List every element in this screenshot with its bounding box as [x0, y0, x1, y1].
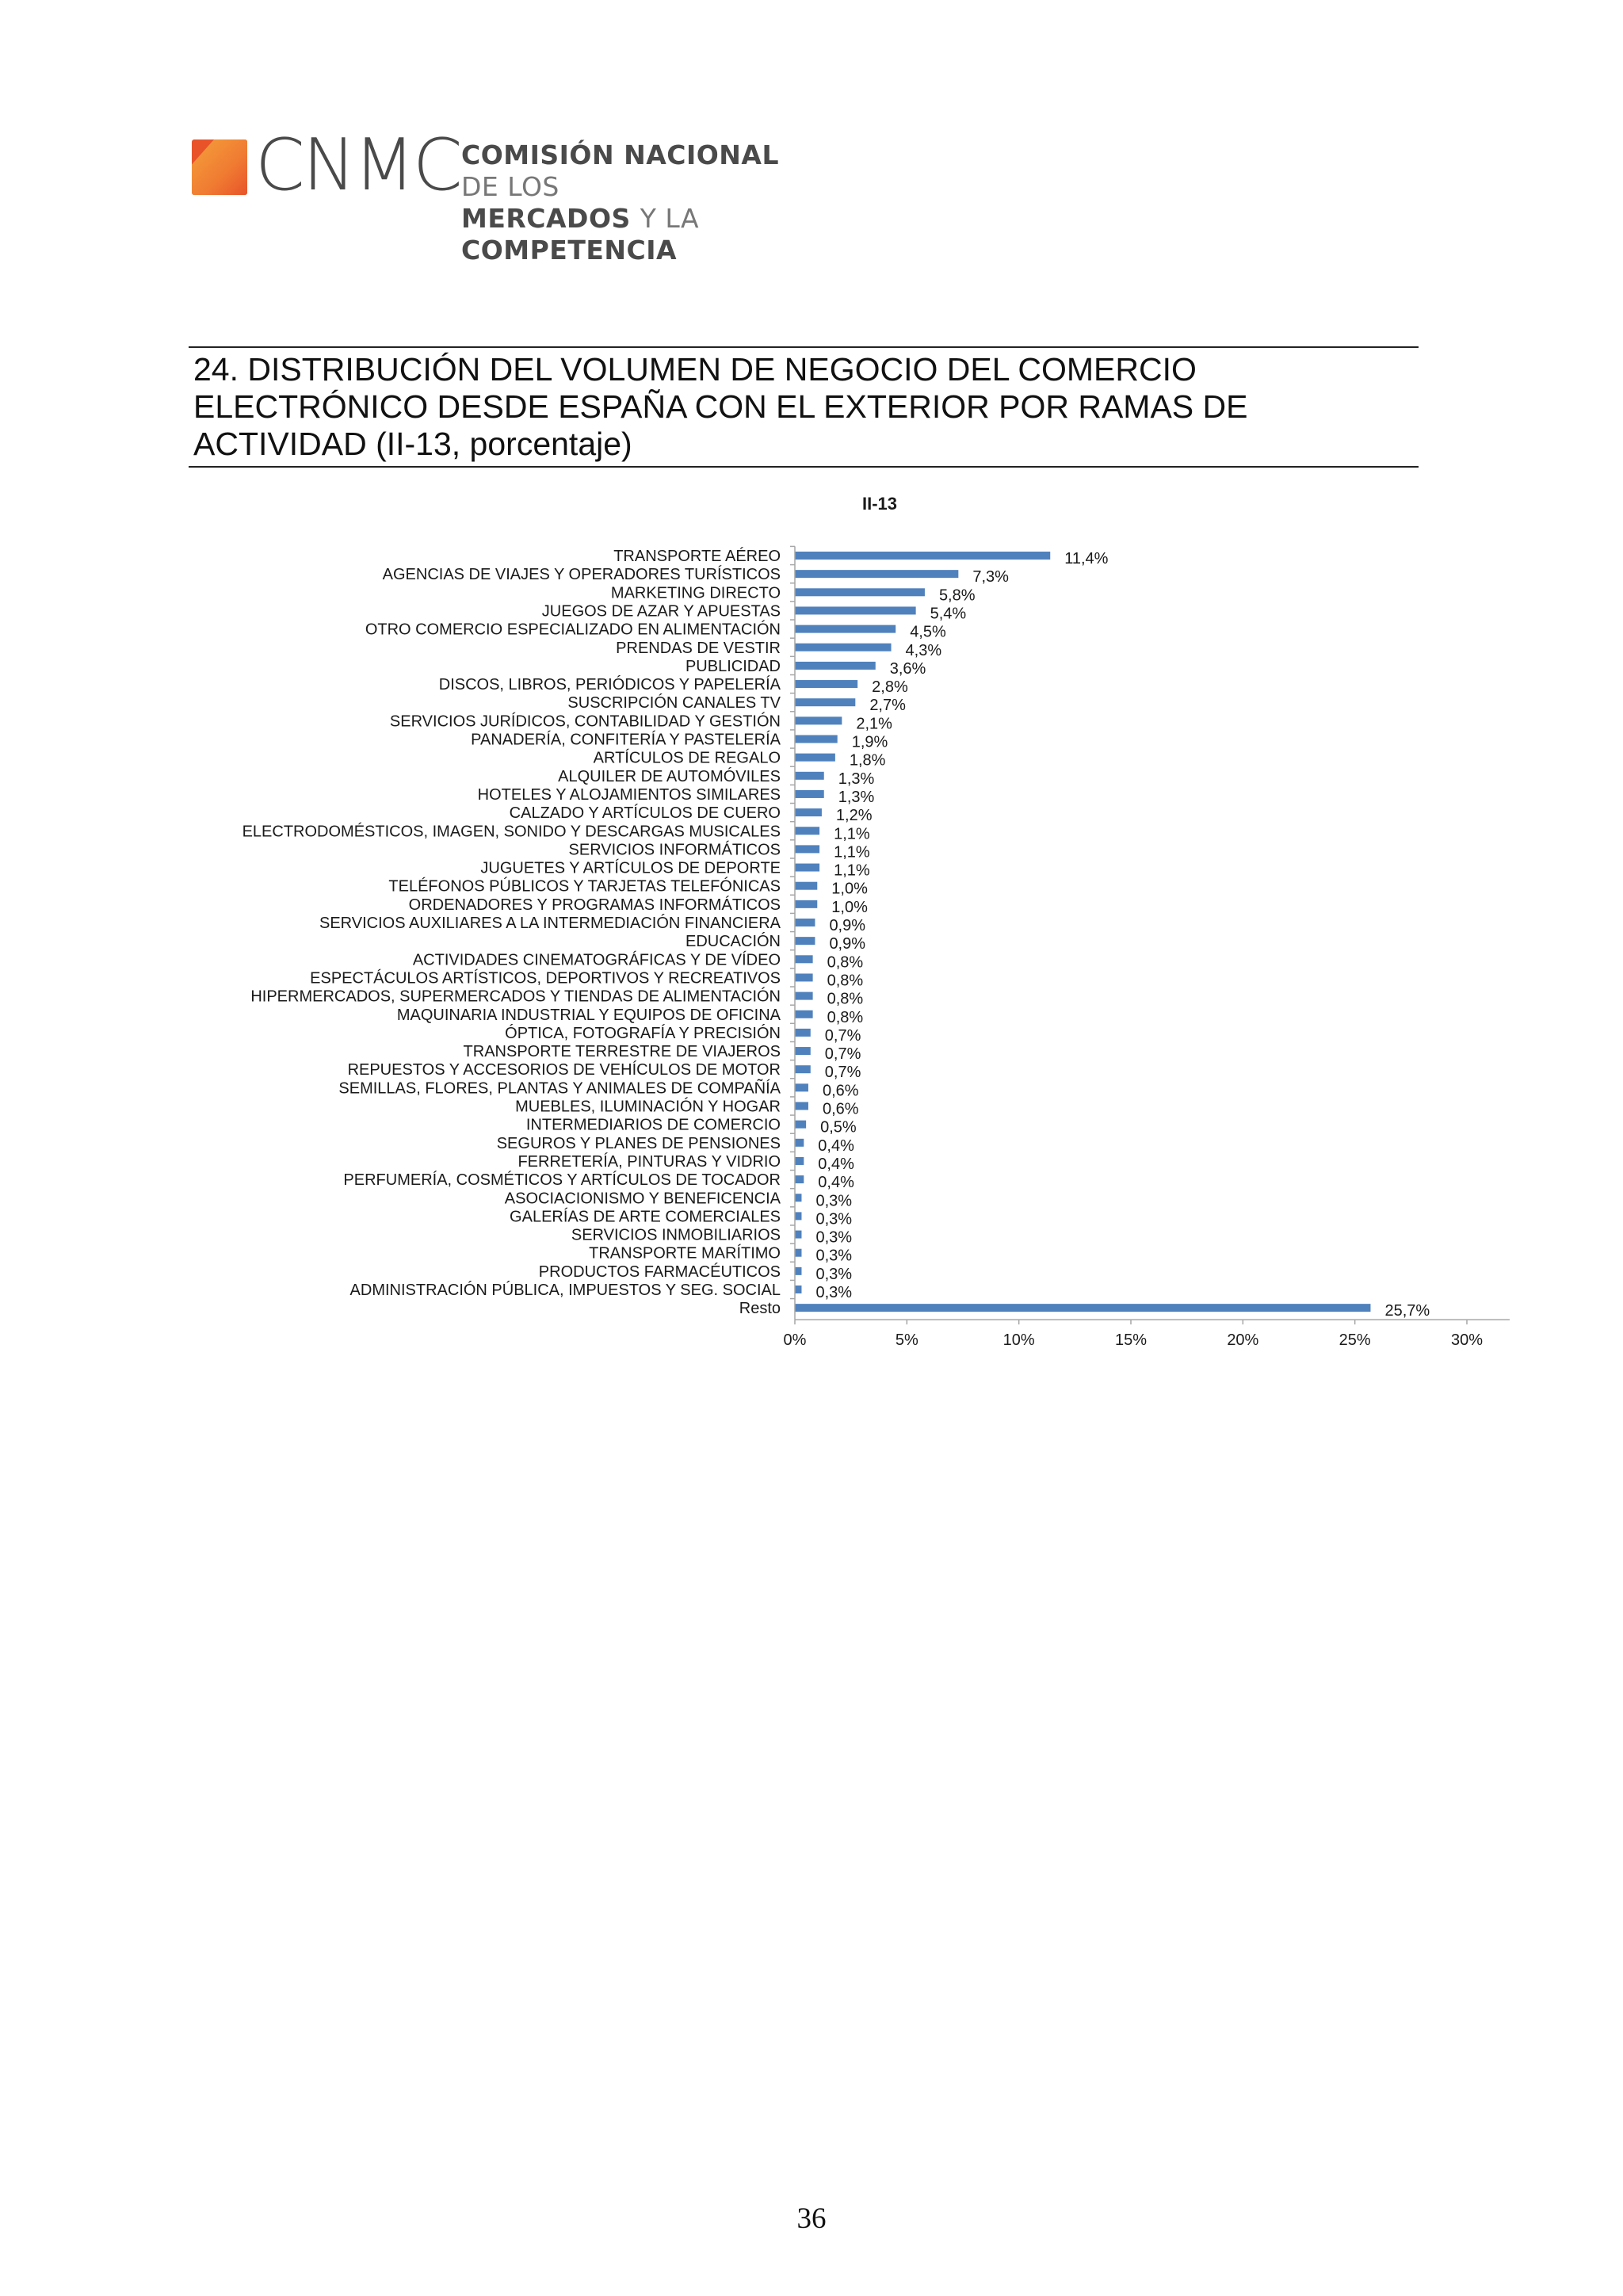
- data-label: 0,3%: [815, 1265, 853, 1283]
- data-label: 0,7%: [824, 1045, 861, 1064]
- bar: [795, 1157, 804, 1165]
- data-label: 1,3%: [838, 770, 875, 788]
- bar: [795, 1065, 811, 1073]
- category-label: MUEBLES, ILUMINACIÓN Y HOGAR: [515, 1098, 781, 1116]
- data-label: 0,6%: [822, 1082, 859, 1100]
- bar: [795, 625, 896, 633]
- category-label: HOTELES Y ALOJAMIENTOS SIMILARES: [477, 785, 781, 804]
- category-label: ORDENADORES Y PROGRAMAS INFORMÁTICOS: [408, 896, 781, 914]
- category-label: REPUESTOS Y ACCESORIOS DE VEHÍCULOS DE MOTOR: [347, 1061, 781, 1079]
- data-label: 1,2%: [835, 807, 873, 825]
- bar: [795, 588, 925, 596]
- category-label: OTRO COMERCIO ESPECIALIZADO EN ALIMENTACIÓN: [365, 621, 781, 639]
- category-label: GALERÍAS DE ARTE COMERCIALES: [510, 1208, 781, 1226]
- bar: [795, 790, 824, 798]
- logo-mark: CNMC: [255, 124, 460, 207]
- category-label: SERVICIOS INMOBILIARIOS: [571, 1226, 781, 1244]
- data-label: 2,7%: [869, 697, 906, 715]
- page-number: 36: [796, 2202, 827, 2235]
- category-label: SERVICIOS JURÍDICOS, CONTABILIDAD Y GESTIÓN: [389, 712, 781, 731]
- data-label: 1,0%: [831, 898, 868, 916]
- bar: [795, 992, 813, 1000]
- category-label: AGENCIAS DE VIAJES Y OPERADORES TURÍSTICOS: [382, 566, 781, 584]
- category-label: TELÉFONOS PÚBLICOS Y TARJETAS TELEFÓNICAS: [388, 877, 781, 896]
- logo-line1-bold: COMISIÓN NACIONAL: [461, 139, 779, 170]
- data-label: 0,8%: [827, 953, 864, 972]
- x-tick-label: 5%: [895, 1331, 918, 1350]
- category-label: PUBLICIDAD: [685, 657, 781, 675]
- bar: [795, 698, 855, 706]
- bar: [795, 772, 824, 780]
- bar: [795, 570, 958, 578]
- data-label: 0,4%: [818, 1174, 854, 1192]
- x-tick-label: 30%: [1450, 1331, 1484, 1350]
- bar: [795, 882, 817, 890]
- data-label: 0,7%: [824, 1064, 861, 1082]
- category-label: ACTIVIDADES CINEMATOGRÁFICAS Y DE VÍDEO: [412, 951, 781, 969]
- category-label: MAQUINARIA INDUSTRIAL Y EQUIPOS DE OFICINA: [396, 1006, 781, 1024]
- data-label: 0,9%: [829, 917, 866, 934]
- data-label: 11,4%: [1064, 550, 1109, 567]
- category-label: Resto: [739, 1300, 781, 1318]
- bar: [795, 716, 842, 724]
- bar: [795, 1249, 801, 1257]
- category-label: JUGUETES Y ARTÍCULOS DE DEPORTE: [480, 859, 781, 877]
- bar: [795, 919, 815, 926]
- bar: [795, 754, 835, 762]
- data-label: 2,1%: [856, 715, 892, 733]
- category-label: ASOCIACIONISMO Y BENEFICENCIA: [504, 1190, 781, 1208]
- logo-line1-thin: DE LOS: [461, 171, 559, 202]
- data-label: 4,3%: [905, 641, 942, 659]
- bar: [795, 1304, 1370, 1312]
- data-label: 0,4%: [818, 1137, 854, 1155]
- category-label: HIPERMERCADOS, SUPERMERCADOS Y TIENDAS DE ALIMENTACIÓN: [250, 988, 781, 1006]
- category-label: ÓPTICA, FOTOGRAFÍA Y PRECISIÓN: [505, 1024, 781, 1042]
- data-label: 25,7%: [1384, 1302, 1430, 1320]
- category-label: TRANSPORTE MARÍTIMO: [589, 1244, 781, 1263]
- category-label: SUSCRIPCIÓN CANALES TV: [567, 694, 781, 712]
- data-label: 0,7%: [824, 1026, 861, 1045]
- logo-line2-bold1: MERCADOS: [461, 203, 631, 234]
- data-label: 0,3%: [815, 1210, 853, 1228]
- bar: [795, 900, 817, 908]
- category-label: DISCOS, LIBROS, PERIÓDICOS Y PAPELERÍA: [438, 676, 781, 694]
- data-label: 0,8%: [827, 990, 864, 1008]
- data-label: 5,4%: [930, 605, 967, 623]
- data-label: 1,1%: [834, 825, 870, 843]
- category-label: EDUCACIÓN: [685, 933, 781, 951]
- category-label: SERVICIOS INFORMÁTICOS: [568, 841, 781, 859]
- bar: [795, 808, 822, 816]
- bar: [795, 845, 819, 853]
- category-label: INTERMEDIARIOS DE COMERCIO: [525, 1116, 781, 1134]
- category-label: SEMILLAS, FLORES, PLANTAS Y ANIMALES DE COMPAÑÍA: [338, 1079, 781, 1098]
- category-label: ESPECTÁCULOS ARTÍSTICOS, DEPORTIVOS Y RECREATIVOS: [310, 969, 781, 988]
- data-label: 0,3%: [815, 1192, 853, 1210]
- bar: [795, 827, 819, 835]
- category-label: TRANSPORTE TERRESTRE DE VIAJEROS: [463, 1043, 781, 1061]
- category-label: ALQUILER DE AUTOMÓVILES: [558, 767, 781, 785]
- bar: [795, 1121, 806, 1129]
- bar: [795, 937, 815, 945]
- data-label: 0,3%: [815, 1228, 853, 1247]
- data-label: 3,6%: [889, 659, 926, 678]
- category-label: TRANSPORTE AÉREO: [613, 548, 781, 565]
- category-label: PERFUMERÍA, COSMÉTICOS Y ARTÍCULOS DE TOCADOR: [343, 1171, 781, 1190]
- section-title-line1: 24. DISTRIBUCIÓN DEL VOLUMEN DE NEGOCIO DEL COMERCIO: [193, 351, 1197, 388]
- data-label: 1,3%: [838, 788, 875, 806]
- bar: [795, 1047, 811, 1055]
- x-tick-label: 10%: [1002, 1331, 1035, 1350]
- data-label: 0,4%: [818, 1155, 854, 1173]
- bar: [795, 552, 1050, 560]
- bar: [795, 735, 838, 743]
- bar: [795, 680, 857, 688]
- data-label: 1,0%: [831, 880, 868, 898]
- category-label: SERVICIOS AUXILIARES A LA INTERMEDIACIÓN FINANCIERA: [319, 915, 781, 932]
- data-label: 1,8%: [849, 751, 886, 770]
- bar: [795, 1102, 808, 1110]
- bar: [795, 1010, 813, 1018]
- data-label: 0,9%: [829, 935, 866, 953]
- category-label: CALZADO Y ARTÍCULOS DE CUERO: [509, 804, 781, 823]
- category-label: ADMINISTRACIÓN PÚBLICA, IMPUESTOS Y SEG. SOCIAL: [349, 1282, 781, 1299]
- category-label: MARKETING DIRECTO: [610, 584, 781, 602]
- category-label: SEGUROS Y PLANES DE PENSIONES: [496, 1134, 781, 1152]
- bar: [795, 1194, 801, 1201]
- chart-title: II-13: [861, 494, 898, 514]
- bar: [795, 1231, 801, 1239]
- x-tick-label: 25%: [1338, 1331, 1371, 1350]
- category-label: PRENDAS DE VESTIR: [616, 639, 781, 657]
- data-label: 0,8%: [827, 972, 864, 990]
- category-label: ELECTRODOMÉSTICOS, IMAGEN, SONIDO Y DESCARGAS MUSICALES: [242, 823, 781, 841]
- category-label: FERRETERÍA, PINTURAS Y VIDRIO: [517, 1152, 781, 1171]
- bar: [795, 1083, 808, 1091]
- data-label: 0,6%: [822, 1100, 859, 1118]
- bar: [795, 662, 876, 670]
- bar: [795, 1175, 804, 1183]
- data-label: 0,3%: [815, 1247, 853, 1265]
- bar: [795, 1139, 804, 1147]
- data-label: 0,5%: [820, 1118, 857, 1137]
- data-label: 5,8%: [938, 586, 976, 605]
- data-label: 2,8%: [872, 678, 908, 697]
- x-tick-label: 0%: [783, 1331, 807, 1350]
- bar: [795, 606, 916, 614]
- bar: [795, 864, 819, 872]
- data-label: 1,1%: [834, 861, 870, 880]
- section-title-line2: ELECTRÓNICO DESDE ESPAÑA CON EL EXTERIOR POR RAMAS DE: [193, 388, 1248, 425]
- bar: [795, 1212, 801, 1220]
- bar: [795, 1029, 811, 1037]
- data-label: 1,1%: [834, 843, 870, 861]
- bar: [795, 1286, 801, 1293]
- section-title-line3: ACTIVIDAD (II-13, porcentaje): [193, 426, 632, 462]
- bar: [795, 644, 892, 651]
- data-label: 4,5%: [910, 623, 946, 641]
- x-tick-label: 15%: [1114, 1331, 1148, 1350]
- x-tick-label: 20%: [1227, 1331, 1259, 1350]
- data-label: 7,3%: [972, 568, 1009, 586]
- data-label: 1,9%: [851, 733, 888, 751]
- data-label: 0,8%: [827, 1008, 864, 1026]
- bar: [795, 955, 813, 963]
- bar: [795, 1267, 801, 1275]
- bar: [795, 973, 813, 981]
- logo-line2-bold2: COMPETENCIA: [461, 235, 678, 266]
- category-label: ARTÍCULOS DE REGALO: [593, 749, 781, 767]
- logo-line2-thin: Y LA: [640, 203, 700, 234]
- category-label: JUEGOS DE AZAR Y APUESTAS: [541, 602, 781, 621]
- category-label: PRODUCTOS FARMACÉUTICOS: [538, 1263, 781, 1281]
- data-label: 0,3%: [815, 1284, 853, 1301]
- category-label: PANADERÍA, CONFITERÍA Y PASTELERÍA: [471, 731, 781, 749]
